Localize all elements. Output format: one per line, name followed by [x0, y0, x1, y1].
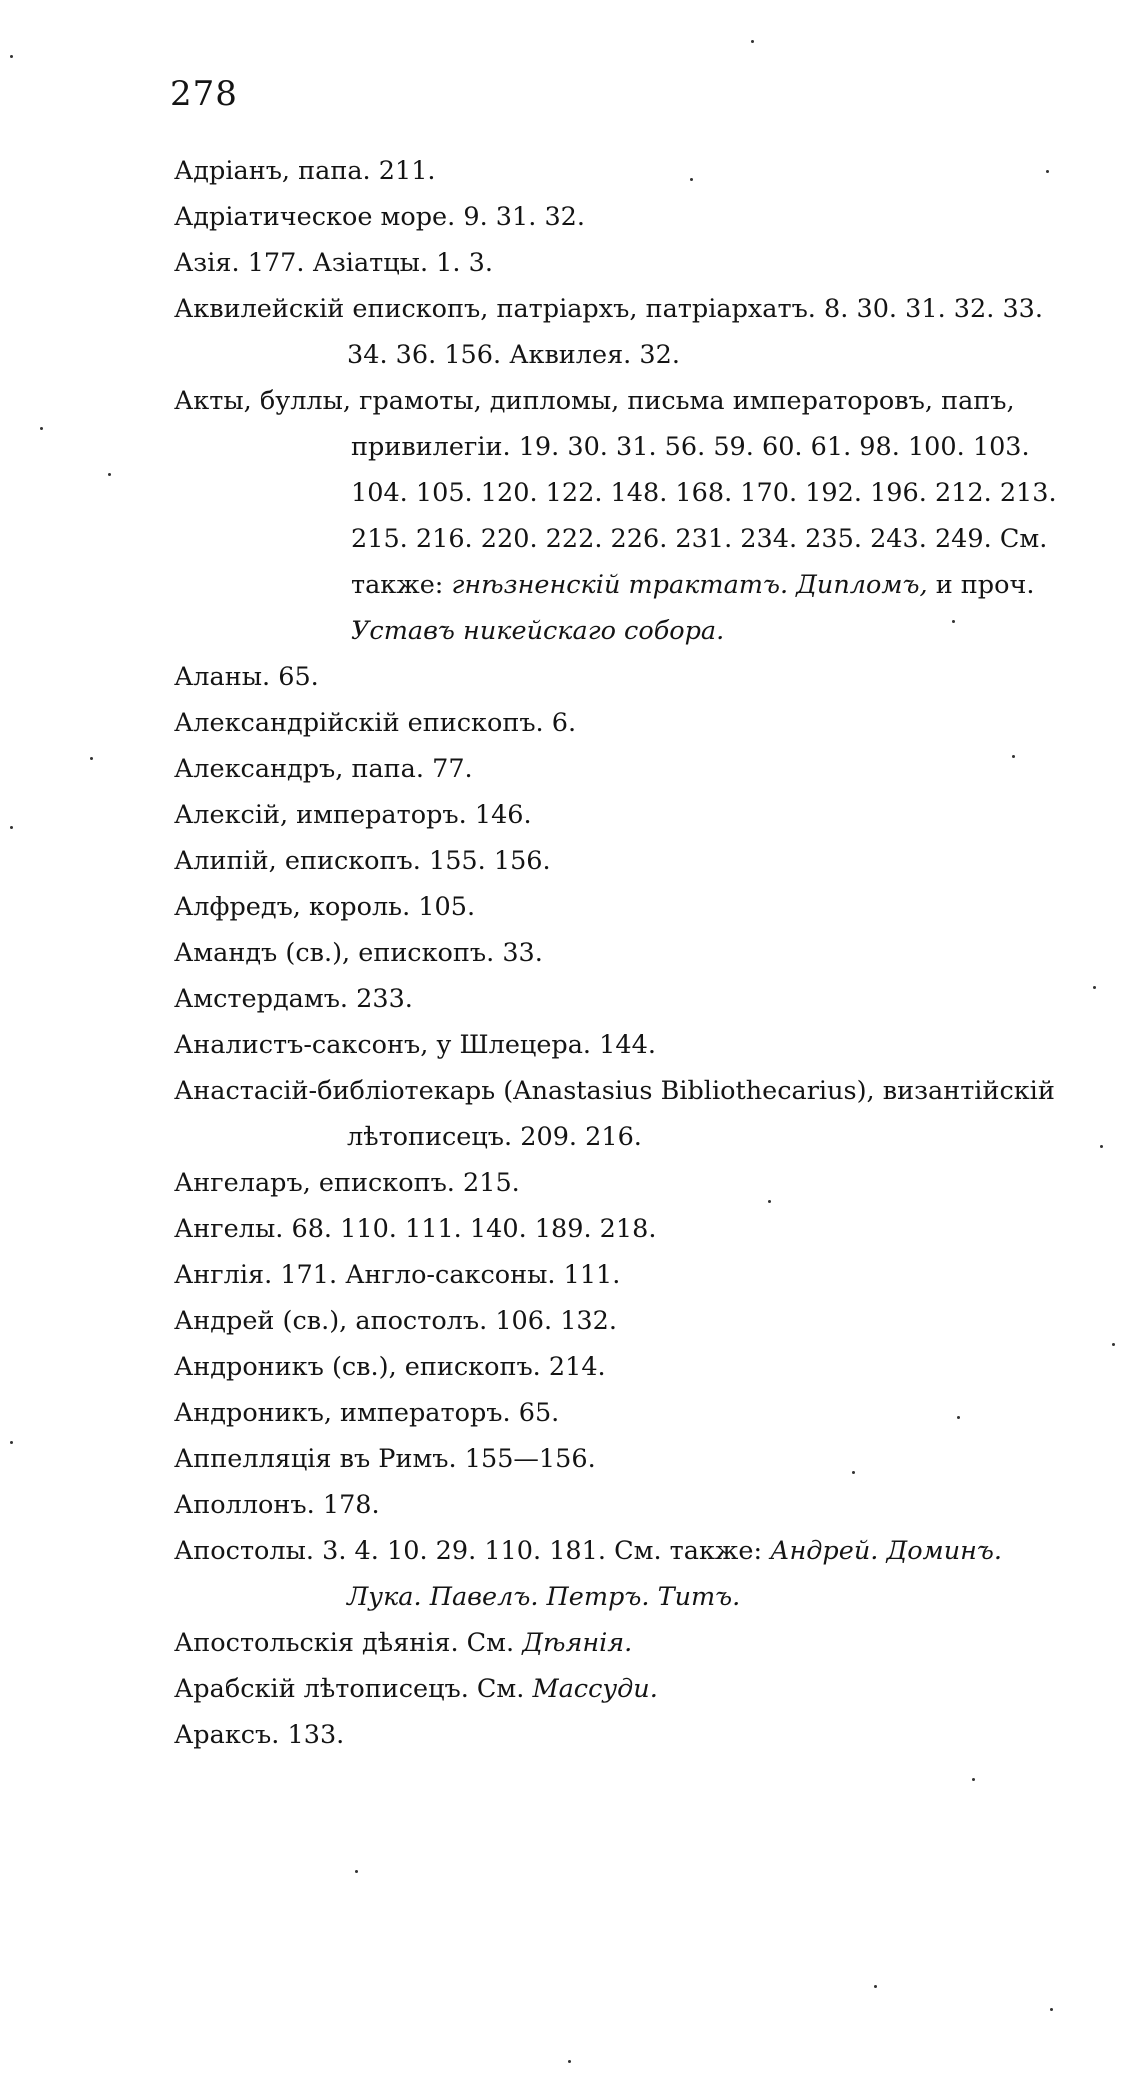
index-entry [174, 148, 1074, 194]
index-list [174, 148, 1074, 1758]
entry-heading: Апостольскія дѣянія. [174, 1628, 459, 1658]
index-entry [174, 1436, 1074, 1482]
entry-heading: Алексій, императоръ. [174, 800, 467, 830]
entry-heading: Амстердамъ. [174, 984, 349, 1014]
entry-heading: Ангелы. [174, 1214, 284, 1244]
scan-speck [1100, 1145, 1103, 1148]
index-entry [174, 976, 1074, 1022]
index-entry [174, 654, 1074, 700]
index-entry [174, 1620, 1074, 1666]
scan-speck [1046, 170, 1049, 173]
index-entry [174, 930, 1074, 976]
index-entry [174, 1068, 1074, 1160]
scan-speck [40, 427, 43, 430]
entry-heading: Аппелляція въ Римъ. [174, 1444, 457, 1474]
index-entry [174, 838, 1074, 884]
entry-heading: Аполлонъ. [174, 1490, 315, 1520]
entry-refs: 155. 156. [428, 846, 551, 876]
entry-refs: 65. [518, 1398, 560, 1428]
scan-speck [1050, 2008, 1053, 2011]
index-entry [174, 1482, 1074, 1528]
entry-refs: 177. Азіатцы. 1. 3. [247, 248, 493, 278]
scan-speck [355, 1870, 358, 1873]
index-entry [174, 1344, 1074, 1390]
entry-refs: 171. Англо-саксоны. 111. [280, 1260, 621, 1290]
entry-refs: 6. [551, 708, 577, 738]
index-entry [174, 1022, 1074, 1068]
scan-speck [972, 1778, 975, 1781]
entry-refs: 144. [599, 1030, 656, 1060]
scan-speck [90, 757, 93, 760]
entry-refs: 209. 216. [520, 1122, 642, 1152]
entry-refs: 233. [356, 984, 413, 1014]
entry-heading: Акты, буллы, грамоты, дипломы, письма императоровъ, папъ, привилегіи. [174, 386, 1015, 462]
see-also-ref: Уставъ никейскаго собора. [351, 616, 725, 646]
see-also-label: См. также: [351, 524, 1048, 600]
index-entry [174, 792, 1074, 838]
scan-speck [952, 620, 955, 623]
index-entry [174, 1528, 1074, 1620]
see-also-ref: Массуди. [532, 1674, 658, 1704]
entry-heading: Андроникъ, императоръ. [174, 1398, 511, 1428]
index-entry [174, 194, 1074, 240]
scan-speck [10, 1441, 13, 1444]
index-entry [174, 240, 1074, 286]
entry-heading: Ангеларъ, епископъ. [174, 1168, 455, 1198]
index-entry [174, 1666, 1074, 1712]
scan-speck [108, 473, 111, 476]
entry-heading: Алфредъ, король. [174, 892, 411, 922]
entry-heading: Адріанъ, папа. [174, 156, 371, 186]
entry-refs: 68. 110. 111. 140. 189. 218. [291, 1214, 657, 1244]
see-also-label: См. [476, 1674, 525, 1704]
entry-refs: 133. [287, 1720, 345, 1750]
see-also-ref: Андрей. Доминъ. Лука. Павелъ. Петръ. Титъ. [347, 1536, 1003, 1612]
entry-heading: Арабскій лѣтописецъ. [174, 1674, 469, 1704]
entry-refs: 33. [502, 938, 543, 968]
index-entry [174, 1206, 1074, 1252]
entry-heading: Александрійскій епископъ. [174, 708, 544, 738]
see-also-etc: и проч. [935, 570, 1035, 600]
index-entry [174, 1390, 1074, 1436]
index-entry [174, 378, 1074, 654]
scan-speck [852, 1471, 855, 1474]
entry-refs: 8. 30. 31. 32. 33. 34. 36. 156. Аквилея. 32. [347, 294, 1043, 370]
entry-heading: Алипій, епископъ. [174, 846, 421, 876]
index-entry [174, 1712, 1074, 1758]
index-entry [174, 1298, 1074, 1344]
scan-speck [751, 40, 754, 43]
entry-heading: Араксъ. [174, 1720, 280, 1750]
entry-refs: 215. [463, 1168, 520, 1198]
see-also-ref: Дѣянія. [522, 1628, 633, 1658]
entry-refs: 155—156. [464, 1444, 596, 1474]
scan-speck [1093, 986, 1096, 989]
entry-heading: Аланы. [174, 662, 271, 692]
entry-refs: 211. [378, 156, 436, 186]
index-entry [174, 884, 1074, 930]
entry-heading: Адріатическое море. [174, 202, 456, 232]
scan-speck [568, 2060, 571, 2063]
entry-heading: Англія. [174, 1260, 273, 1290]
entry-refs: 105. [418, 892, 476, 922]
entry-refs: 106. 132. [495, 1306, 617, 1336]
scan-speck [10, 826, 13, 829]
index-entry [174, 700, 1074, 746]
entry-heading: Аквилейскій епископъ, патріархъ, патріархатъ. [174, 294, 816, 324]
entry-heading: Андроникъ (св.), епископъ. [174, 1352, 541, 1382]
index-entry [174, 746, 1074, 792]
entry-heading: Апостолы. [174, 1536, 315, 1566]
entry-heading: Аналистъ-саксонъ, у Шлецера. [174, 1030, 592, 1060]
entry-heading: Андрей (св.), апостолъ. [174, 1306, 488, 1336]
entry-heading: Амандъ (св.), епископъ. [174, 938, 495, 968]
page-number: 278 [170, 74, 238, 114]
see-also-label: См. также: [614, 1536, 763, 1566]
scan-speck [690, 178, 693, 181]
entry-refs: 65. [278, 662, 319, 692]
entry-refs: 178. [322, 1490, 380, 1520]
index-entry [174, 1252, 1074, 1298]
scan-speck [768, 1200, 771, 1203]
index-entry [174, 286, 1074, 378]
scan-speck [1112, 1343, 1115, 1346]
entry-refs: 9. 31. 32. [463, 202, 585, 232]
entry-refs: 3. 4. 10. 29. 110. 181. [322, 1536, 606, 1566]
scan-speck [10, 55, 13, 58]
scan-speck [1012, 755, 1015, 758]
see-also-label: См. [466, 1628, 515, 1658]
entry-heading: Александръ, папа. [174, 754, 424, 784]
entry-refs: 214. [548, 1352, 606, 1382]
scan-speck [874, 1985, 877, 1988]
entry-refs: 146. [474, 800, 532, 830]
index-entry [174, 1160, 1074, 1206]
entry-heading: Анастасій-библіотекарь (Anastasius Bibliothecarius), византійскій лѣтописецъ. [174, 1076, 1055, 1152]
entry-heading: Азія. [174, 248, 240, 278]
entry-refs: 77. [432, 754, 473, 784]
entry-refs: 19. 30. 31. 56. 59. 60. 61. 98. 100. 103. 104. 105. 120. 122. 148. 168. 170. 192. 196. 212. 213. 215. 216. 220. 222. 226. 231. 234. 235. 243. 249. [351, 432, 1057, 554]
see-also-ref: гнѣзненскій трактатъ. Дипломъ, [451, 570, 928, 600]
scan-speck [957, 1416, 960, 1419]
